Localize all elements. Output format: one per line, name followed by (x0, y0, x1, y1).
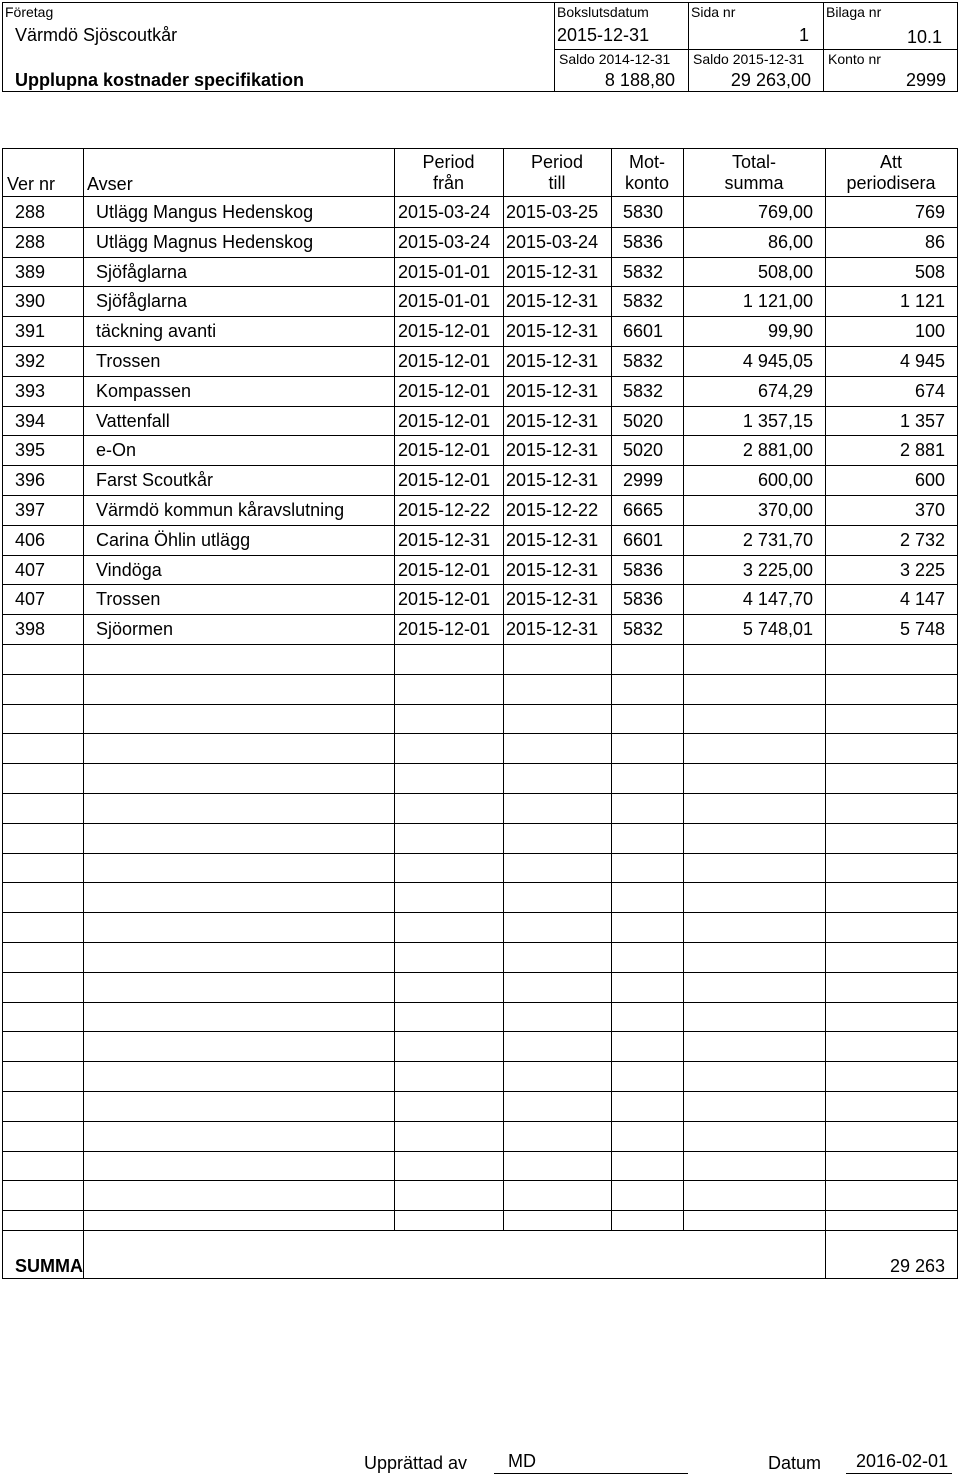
cell-att: 674 (914, 381, 945, 401)
cell-from: 2015-12-01 (398, 411, 491, 431)
row-line (3, 1002, 957, 1003)
cell-vernr: 395 (15, 440, 46, 460)
header-divider (554, 49, 958, 50)
cell-att: 5 748 (899, 619, 945, 639)
cell-total: 99,90 (767, 321, 813, 341)
cell-till: 2015-12-31 (506, 470, 599, 490)
cell-att: 2 732 (899, 530, 945, 550)
cell-mot: 5832 (623, 619, 664, 639)
cell-att: 769 (914, 202, 945, 222)
bilaga-label: Bilaga nr (826, 4, 882, 20)
cell-total: 600,00 (757, 470, 813, 490)
column-divider (503, 149, 504, 1230)
foretag-label: Företag (5, 4, 54, 20)
cell-till: 2015-12-31 (506, 351, 599, 371)
cell-vernr: 392 (15, 351, 46, 371)
sida-label: Sida nr (691, 4, 736, 20)
cell-att: 508 (914, 262, 945, 282)
cell-mot: 5836 (623, 589, 664, 609)
cell-avser: Vindöga (96, 560, 162, 580)
datum-label: Datum (768, 1453, 822, 1473)
upprattad-value: MD (508, 1451, 536, 1471)
cell-total: 1 121,00 (742, 291, 813, 311)
row-line (3, 704, 957, 705)
cell-till: 2015-12-31 (506, 440, 599, 460)
row-line (3, 763, 957, 764)
cell-from: 2015-12-01 (398, 321, 491, 341)
cell-vernr: 398 (15, 619, 46, 639)
cell-avser: Sjöfåglarna (96, 291, 188, 311)
cell-total: 4 945,05 (742, 351, 813, 371)
cell-mot: 2999 (623, 470, 664, 490)
cell-total: 674,29 (757, 381, 813, 401)
cell-from: 2015-12-01 (398, 381, 491, 401)
col-mot-line1: Mot- (629, 152, 665, 172)
saldo-prev-value: 8 188,80 (604, 70, 675, 90)
col-from-line2: från (432, 173, 465, 193)
cell-vernr: 393 (15, 381, 46, 401)
cell-till: 2015-12-31 (506, 262, 599, 282)
cell-avser: Utlägg Magnus Hedenskog (96, 232, 314, 252)
cell-total: 86,00 (767, 232, 813, 252)
cell-avser: e-On (96, 440, 137, 460)
cell-att: 600 (914, 470, 945, 490)
summa-label: SUMMA (15, 1256, 83, 1276)
cell-from: 2015-01-01 (398, 262, 491, 282)
row-line (3, 1061, 957, 1062)
cell-vernr: 391 (15, 321, 46, 341)
cell-till: 2015-03-24 (506, 232, 599, 252)
cell-total: 508,00 (757, 262, 813, 282)
row-line (3, 972, 957, 973)
column-divider (825, 149, 826, 1278)
cell-avser: Sjöfåglarna (96, 262, 188, 282)
row-line (3, 1121, 957, 1122)
cell-mot: 5836 (623, 560, 664, 580)
column-divider (683, 149, 684, 1230)
row-line (3, 674, 957, 675)
cell-att: 1 357 (899, 411, 945, 431)
cell-vernr: 394 (15, 411, 46, 431)
bilaga-value: 10.1 (907, 27, 943, 47)
cell-avser: täckning avanti (96, 321, 217, 341)
cell-avser: Trossen (96, 589, 161, 609)
cell-avser: Kompassen (96, 381, 192, 401)
row-line (3, 793, 957, 794)
document-header (2, 2, 958, 92)
upprattad-label: Upprättad av (364, 1453, 468, 1473)
header-divider (554, 3, 555, 49)
signature-line (494, 1473, 688, 1474)
col-avser: Avser (87, 174, 133, 194)
col-from-line1: Period (422, 152, 475, 172)
cell-vernr: 407 (15, 560, 46, 580)
summa-row-line (3, 1230, 957, 1231)
cell-total: 2 881,00 (742, 440, 813, 460)
cell-from: 2015-12-31 (398, 530, 491, 550)
column-divider (83, 149, 84, 1278)
col-att-line2: periodisera (846, 173, 936, 193)
cell-att: 4 945 (899, 351, 945, 371)
cell-till: 2015-12-22 (506, 500, 599, 520)
cell-avser: Vattenfall (96, 411, 170, 431)
cell-total: 2 731,70 (742, 530, 813, 550)
row-line (3, 882, 957, 883)
datum-value: 2016-02-01 (856, 1451, 949, 1471)
cell-till: 2015-12-31 (506, 291, 599, 311)
row-line (3, 942, 957, 943)
row-line (3, 1180, 957, 1181)
cell-till: 2015-12-31 (506, 411, 599, 431)
cell-mot: 5832 (623, 262, 664, 282)
cell-vernr: 288 (15, 232, 46, 252)
cell-total: 5 748,01 (742, 619, 813, 639)
konto-value: 2999 (905, 70, 946, 90)
cell-from: 2015-12-01 (398, 619, 491, 639)
col-mot-line2: konto (624, 173, 670, 193)
cell-from: 2015-12-01 (398, 589, 491, 609)
summa-value: 29 263 (889, 1256, 945, 1276)
row-line (3, 1210, 957, 1211)
row-line (3, 733, 957, 734)
col-total-line1: Total- (731, 152, 776, 172)
cell-from: 2015-12-01 (398, 351, 491, 371)
cell-from: 2015-12-01 (398, 470, 491, 490)
saldo-prev-label: Saldo 2014-12-31 (559, 51, 671, 67)
cell-till: 2015-03-25 (506, 202, 599, 222)
foretag-value: Värmdö Sjöscoutkår (15, 25, 178, 45)
row-line (3, 823, 957, 824)
cell-total: 769,00 (757, 202, 813, 222)
cell-till: 2015-12-31 (506, 321, 599, 341)
column-divider (611, 149, 612, 1230)
saldo-curr-value: 29 263,00 (730, 70, 811, 90)
cell-avser: Utlägg Mangus Hedenskog (96, 202, 314, 222)
bokslutsdatum-value: 2015-12-31 (557, 25, 650, 45)
cell-att: 4 147 (899, 589, 945, 609)
row-line (3, 1151, 957, 1152)
cell-att: 2 881 (899, 440, 945, 460)
cell-att: 370 (914, 500, 945, 520)
col-till-line2: till (548, 173, 566, 193)
cell-from: 2015-03-24 (398, 202, 491, 222)
cell-mot: 5832 (623, 351, 664, 371)
column-divider (394, 149, 395, 1230)
cell-vernr: 288 (15, 202, 46, 222)
cell-avser: Farst Scoutkår (96, 470, 214, 490)
cell-avser: Carina Öhlin utlägg (96, 530, 251, 550)
col-till-line1: Period (530, 152, 584, 172)
row-line (3, 912, 957, 913)
cell-att: 3 225 (899, 560, 945, 580)
cell-vernr: 406 (15, 530, 46, 550)
cell-total: 4 147,70 (742, 589, 813, 609)
cell-mot: 5832 (623, 291, 664, 311)
cell-from: 2015-01-01 (398, 291, 491, 311)
cell-mot: 5836 (623, 232, 664, 252)
row-line (3, 853, 957, 854)
cell-att: 1 121 (899, 291, 945, 311)
row-line (3, 1031, 957, 1032)
datum-line (846, 1473, 952, 1474)
cell-till: 2015-12-31 (506, 619, 599, 639)
specification-table (2, 148, 958, 1279)
cell-total: 370,00 (757, 500, 813, 520)
cell-mot: 5830 (623, 202, 664, 222)
sida-value: 1 (799, 25, 810, 45)
cell-from: 2015-12-01 (398, 440, 491, 460)
cell-till: 2015-12-31 (506, 560, 599, 580)
cell-vernr: 396 (15, 470, 46, 490)
cell-till: 2015-12-31 (506, 381, 599, 401)
col-att-line1: Att (879, 152, 902, 172)
cell-till: 2015-12-31 (506, 589, 599, 609)
saldo-curr-label: Saldo 2015-12-31 (693, 51, 805, 67)
cell-total: 3 225,00 (742, 560, 813, 580)
cell-from: 2015-03-24 (398, 232, 491, 252)
cell-mot: 6665 (623, 500, 664, 520)
cell-att: 86 (924, 232, 945, 252)
cell-att: 100 (914, 321, 945, 341)
cell-avser: Trossen (96, 351, 161, 371)
cell-mot: 5020 (623, 440, 664, 460)
bokslutsdatum-label: Bokslutsdatum (557, 4, 649, 20)
col-vernr: Ver nr (7, 174, 56, 194)
cell-vernr: 390 (15, 291, 46, 311)
cell-vernr: 389 (15, 262, 46, 282)
cell-avser: Värmdö kommun kåravslutning (96, 500, 345, 520)
cell-vernr: 397 (15, 500, 46, 520)
cell-from: 2015-12-01 (398, 560, 491, 580)
konto-label: Konto nr (828, 51, 881, 67)
cell-mot: 6601 (623, 530, 664, 550)
row-line (3, 1091, 957, 1092)
cell-mot: 5832 (623, 381, 664, 401)
row-line (3, 644, 957, 645)
cell-mot: 6601 (623, 321, 664, 341)
cell-till: 2015-12-31 (506, 530, 599, 550)
cell-total: 1 357,15 (742, 411, 813, 431)
col-total-line2: summa (724, 173, 784, 193)
spec-title: Upplupna kostnader specifikation (15, 70, 305, 90)
cell-avser: Sjöormen (96, 619, 174, 639)
cell-vernr: 407 (15, 589, 46, 609)
cell-from: 2015-12-22 (398, 500, 491, 520)
cell-mot: 5020 (623, 411, 664, 431)
